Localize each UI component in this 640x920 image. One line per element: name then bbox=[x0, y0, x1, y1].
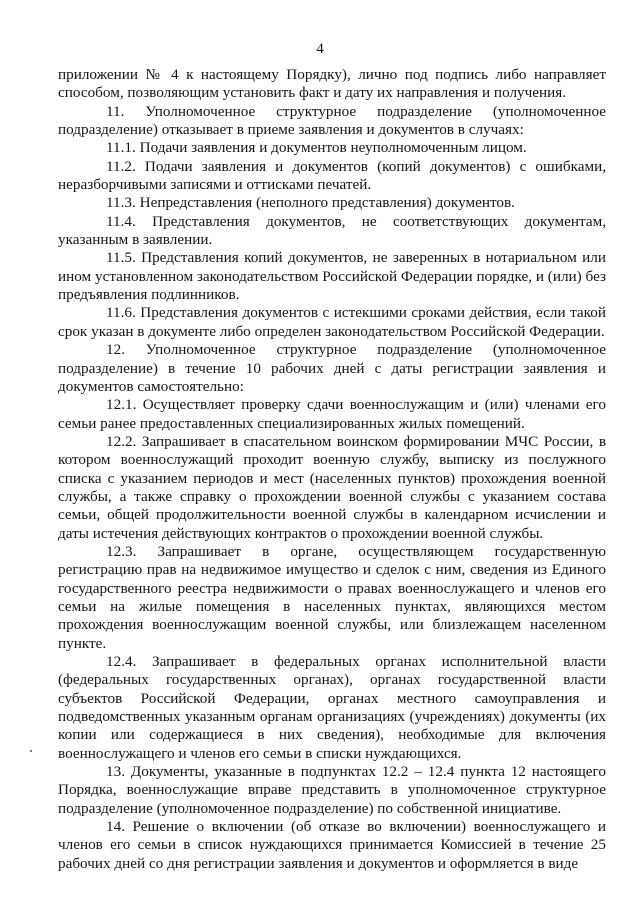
paragraph-11-3: 11.3. Непредставления (неполного представления) документов. bbox=[106, 194, 515, 212]
paragraph-11-2: 11.2. Подачи заявления и документов (копий документов) с ошибками, неразборчивыми записями и оттисками печатей. bbox=[58, 157, 606, 194]
paragraph-13: 13. Документы, указанные в подпунктах 12.2 – 12.4 пункта 12 настоящего Порядка, военнослужащие вправе представить в уполномоченное структурное подразделение (уполномоченное подразделение) по собственной инициативе. bbox=[58, 763, 606, 817]
paragraph-11-6: 11.6. Представления документов с истекшими сроками действия, если такой срок указан в документе либо определен законодательством Российской Федерации. bbox=[58, 304, 606, 340]
paragraph-14: 14. Решение о включении (об отказе во включении) военнослужащего и членов его семьи в список нуждающихся принимается Комиссией в течение 25 рабочих дней со дня регистрации заявления и документов и оформляется в виде bbox=[58, 818, 606, 872]
paragraph-11: 11. Уполномоченное структурное подразделение (уполномоченное подразделение) отказывает в приеме заявления и документов в случаях: bbox=[58, 102, 606, 139]
scan-artifact-dot bbox=[30, 750, 32, 752]
paragraph-continuation: приложении № 4 к настоящему Порядку), лично под подпись либо направляет способом, позволяющим установить факт и дату их направления и получения. bbox=[58, 66, 606, 102]
paragraph-12-2: 12.2. Запрашивает в спасательном воинском формировании МЧС России, в котором военнослужащий проходит военную службу, выписку из послужного списка с указанием периодов и мест (населенных пунктов) прохождения военной службы, а также справку о прохождении военной службы с указанием состава семьи, общей продолжительности военной службы в календарном исчислении и даты истечения действующих контрактов о прохождении военной службы. bbox=[58, 432, 606, 542]
paragraph-12-1: 12.1. Осуществляет проверку сдачи военнослужащим и (или) членами его семьи ранее предоставленных специализированных жилых помещений. bbox=[58, 396, 606, 432]
paragraph-12: 12. Уполномоченное структурное подразделение (уполномоченное подразделение) в течение 10 рабочих дней с даты регистрации заявления и документов самостоятельно: bbox=[58, 341, 606, 395]
document-body bbox=[58, 66, 606, 873]
paragraph-12-3: 12.3. Запрашивает в органе, осуществляющем государственную регистрацию прав на недвижимое имущество и сделок с ним, сведения из Единого государственного реестра недвижимости о правах военнослужащего и членов его семьи на жилые помещения в населенных пунктах, являющихся местом прохождения военнослужащим военной службы, или близлежащем населенном пункте. bbox=[58, 542, 606, 652]
paragraph-12-4: 12.4. Запрашивает в федеральных органах исполнительной власти (федеральных государственных органах), органах государственной власти субъектов Российской Федерации, органах местного самоуправления и подведомственных указанным органам организациях (учреждениях) документы (их копии или содержащиеся в них сведения), необходимые для включения военнослужащего и членов его семьи в списки нуждающихся. bbox=[58, 653, 606, 762]
page-number: 4 bbox=[316, 41, 324, 57]
paragraph-11-5: 11.5. Представления копий документов, не заверенных в нотариальном или ином установленном законодательством Российской Федерации порядке, и (или) без предъявления подлинников. bbox=[58, 249, 606, 304]
paragraph-11-1: 11.1. Подачи заявления и документов неуполномоченным лицом. bbox=[106, 139, 527, 157]
paragraph-11-4: 11.4. Представления документов, не соответствующих документам, указанным в заявлении. bbox=[58, 212, 606, 249]
